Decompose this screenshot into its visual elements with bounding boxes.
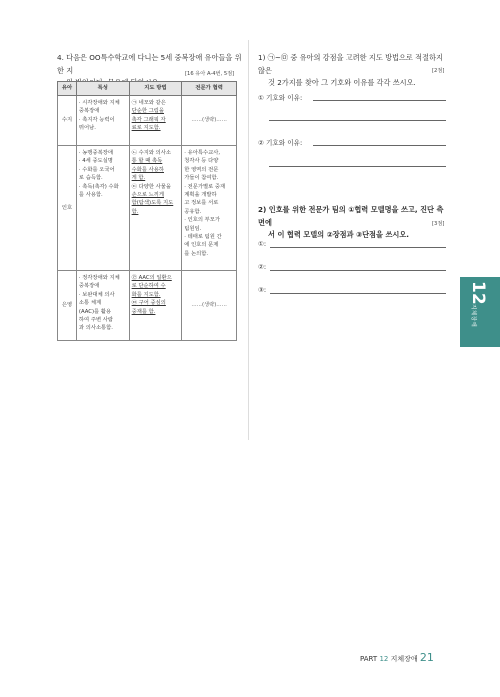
sub-question-2-points: [3점] (432, 221, 445, 227)
trait-line: · 정각장애와 지체 (78, 275, 120, 281)
question-4-line1: 4. 다음은 OO특수학교에 다니는 5세 중복장애 유아들을 위한 지 (57, 53, 242, 75)
traits-suji (76, 96, 129, 146)
expert-line: 계획을 개발하 (184, 192, 217, 199)
footer-title: 지체장애 (390, 655, 418, 663)
chapter-tab-label: 지체장애 (470, 304, 476, 328)
answer-label-1: ① 기호와 이유: (258, 94, 303, 102)
method-line: 단순한 그림을 (131, 108, 164, 115)
method-line: 수화를 사용하 (131, 166, 164, 173)
sub-question-2 (258, 204, 450, 242)
sub-question-1-line1: 1) ㉠~㉤ 중 유아의 강점을 고려한 지도 방법으로 적절하지 않은 (258, 53, 443, 75)
sub-question-2-line1: 2) 인호를 위한 전문가 팀의 ①협력 모델명을 쓰고, 진단 측면에 (258, 205, 444, 227)
method-line: 중재를 함. (131, 308, 156, 315)
trait-line: 중복장애 (78, 108, 100, 115)
table-header-row (58, 82, 237, 96)
method-line: ㉤ 구어 중심의 (131, 300, 166, 307)
answer-label-2-2: ②: (258, 263, 267, 271)
answer-line[interactable] (313, 145, 446, 146)
header-method: 지도 방법 (129, 82, 182, 96)
row-name-inho: 인호 (58, 146, 77, 271)
page-number: 21 (419, 651, 434, 664)
trait-line: · 4세 중도실명 (78, 158, 113, 165)
trait-line: 로 습득함. (78, 175, 103, 182)
trait-line: 하여 주변 사람 (78, 317, 113, 324)
trait-line: · 시각장애와 지체 (78, 100, 120, 106)
expert-line: 가들이 참여함. (184, 175, 219, 182)
sub-question-1 (258, 52, 450, 90)
row-name-eunyoung: 은영 (58, 271, 77, 341)
expert-line: 를 논의함. (184, 250, 209, 257)
answer-line[interactable] (269, 120, 446, 121)
traits-inho (76, 146, 129, 271)
trait-line: 뛰어남. (78, 125, 96, 132)
method-line: ㉣ AAC의 일환으 (131, 275, 172, 281)
answer-label-2-1: ①: (258, 240, 267, 248)
method-line: 촉각 그래픽 자 (131, 116, 166, 123)
methods-suji (129, 96, 182, 146)
trait-line: 중복장애 (78, 283, 100, 290)
expert-eunyoung: ……(생략)…… (182, 271, 237, 341)
expert-line: 공유함. (184, 208, 202, 215)
expert-line: 고 정보를 서로 (184, 200, 219, 207)
answer-line[interactable] (270, 270, 446, 271)
trait-line: · 농맹중복장애 (78, 150, 113, 156)
method-line: 게 함. (131, 175, 146, 182)
method-line: ㉠ 네모와 같은 (131, 100, 166, 106)
column-divider (248, 40, 249, 440)
table-row (58, 271, 237, 341)
footer-part: PART (360, 655, 378, 663)
expert-line: · 테태로 팀원 간 (184, 234, 222, 241)
trait-line: (AAC)를 활용 (78, 308, 112, 315)
expert-line: · 인호의 부모가 (184, 217, 221, 224)
method-line: 함(탐색)도록 지도 (131, 200, 174, 207)
methods-eunyoung (129, 271, 182, 341)
header-child: 유아 (58, 82, 77, 96)
answer-line[interactable] (270, 247, 446, 248)
trait-line: · 촉독(촉각) 수화 (78, 183, 119, 190)
trait-line: 를 사용함. (78, 192, 103, 199)
trait-line: · 수화를 오국어 (78, 166, 115, 173)
traits-eunyoung (76, 271, 129, 341)
expert-inho (182, 146, 237, 271)
answer-line[interactable] (270, 293, 446, 294)
answer-line[interactable] (313, 100, 446, 101)
expert-line: 한 영역의 전문 (184, 166, 219, 173)
sub-question-2-line2: 서 이 협력 모델의 ②장점과 ③단점을 쓰시오. (268, 230, 410, 239)
answer-line[interactable] (269, 166, 446, 167)
expert-line: · 유아특수교사, (184, 150, 221, 156)
page-footer (360, 651, 434, 664)
expert-suji: ……(생략)…… (182, 96, 237, 146)
answer-label-2-3: ③: (258, 286, 267, 294)
method-line: 통 할 때 촉독 (131, 158, 163, 165)
method-line: 로 단순하여 수 (131, 283, 166, 290)
support-table (57, 81, 237, 341)
expert-line: 팀원임. (184, 225, 202, 232)
question-4-source: [16 유아 A-4번, 5점] (185, 71, 235, 77)
sub-question-1-line2: 것 2가지를 찾아 그 기호와 이유를 각각 쓰시오. (268, 78, 416, 87)
footer-part-number: 12 (379, 655, 389, 663)
trait-line: 과 의사소통함. (78, 325, 113, 332)
method-line: 화를 지도함. (131, 291, 161, 298)
header-traits: 특성 (76, 82, 129, 96)
method-line: 료로 지도함. (131, 125, 161, 132)
trait-line: 소통 체계 (78, 300, 102, 307)
chapter-tab-number: 12 (468, 281, 488, 305)
expert-line: · 전문가별로 중재 (184, 183, 226, 190)
header-expert: 전문가 협력 (182, 82, 237, 96)
trait-line: · 보완대체 의사 (78, 291, 115, 298)
method-line: ㉢ 다양한 사물을 (131, 183, 171, 190)
method-line: 손으로 느끼게 (131, 192, 164, 199)
trait-line: · 촉지각 능력이 (78, 116, 115, 123)
sub-question-1-points: [2점] (432, 68, 445, 74)
method-line: 함. (131, 208, 139, 215)
method-line: ㉡ 수지와 의사소 (131, 150, 171, 156)
table-row (58, 96, 237, 146)
methods-inho (129, 146, 182, 271)
expert-line: 청각사 등 다양 (184, 158, 219, 165)
answer-label-2: ② 기호와 이유: (258, 139, 303, 147)
expert-line: 에 인호의 문제 (184, 242, 219, 249)
row-name-suji: 수지 (58, 96, 77, 146)
table-row (58, 146, 237, 271)
